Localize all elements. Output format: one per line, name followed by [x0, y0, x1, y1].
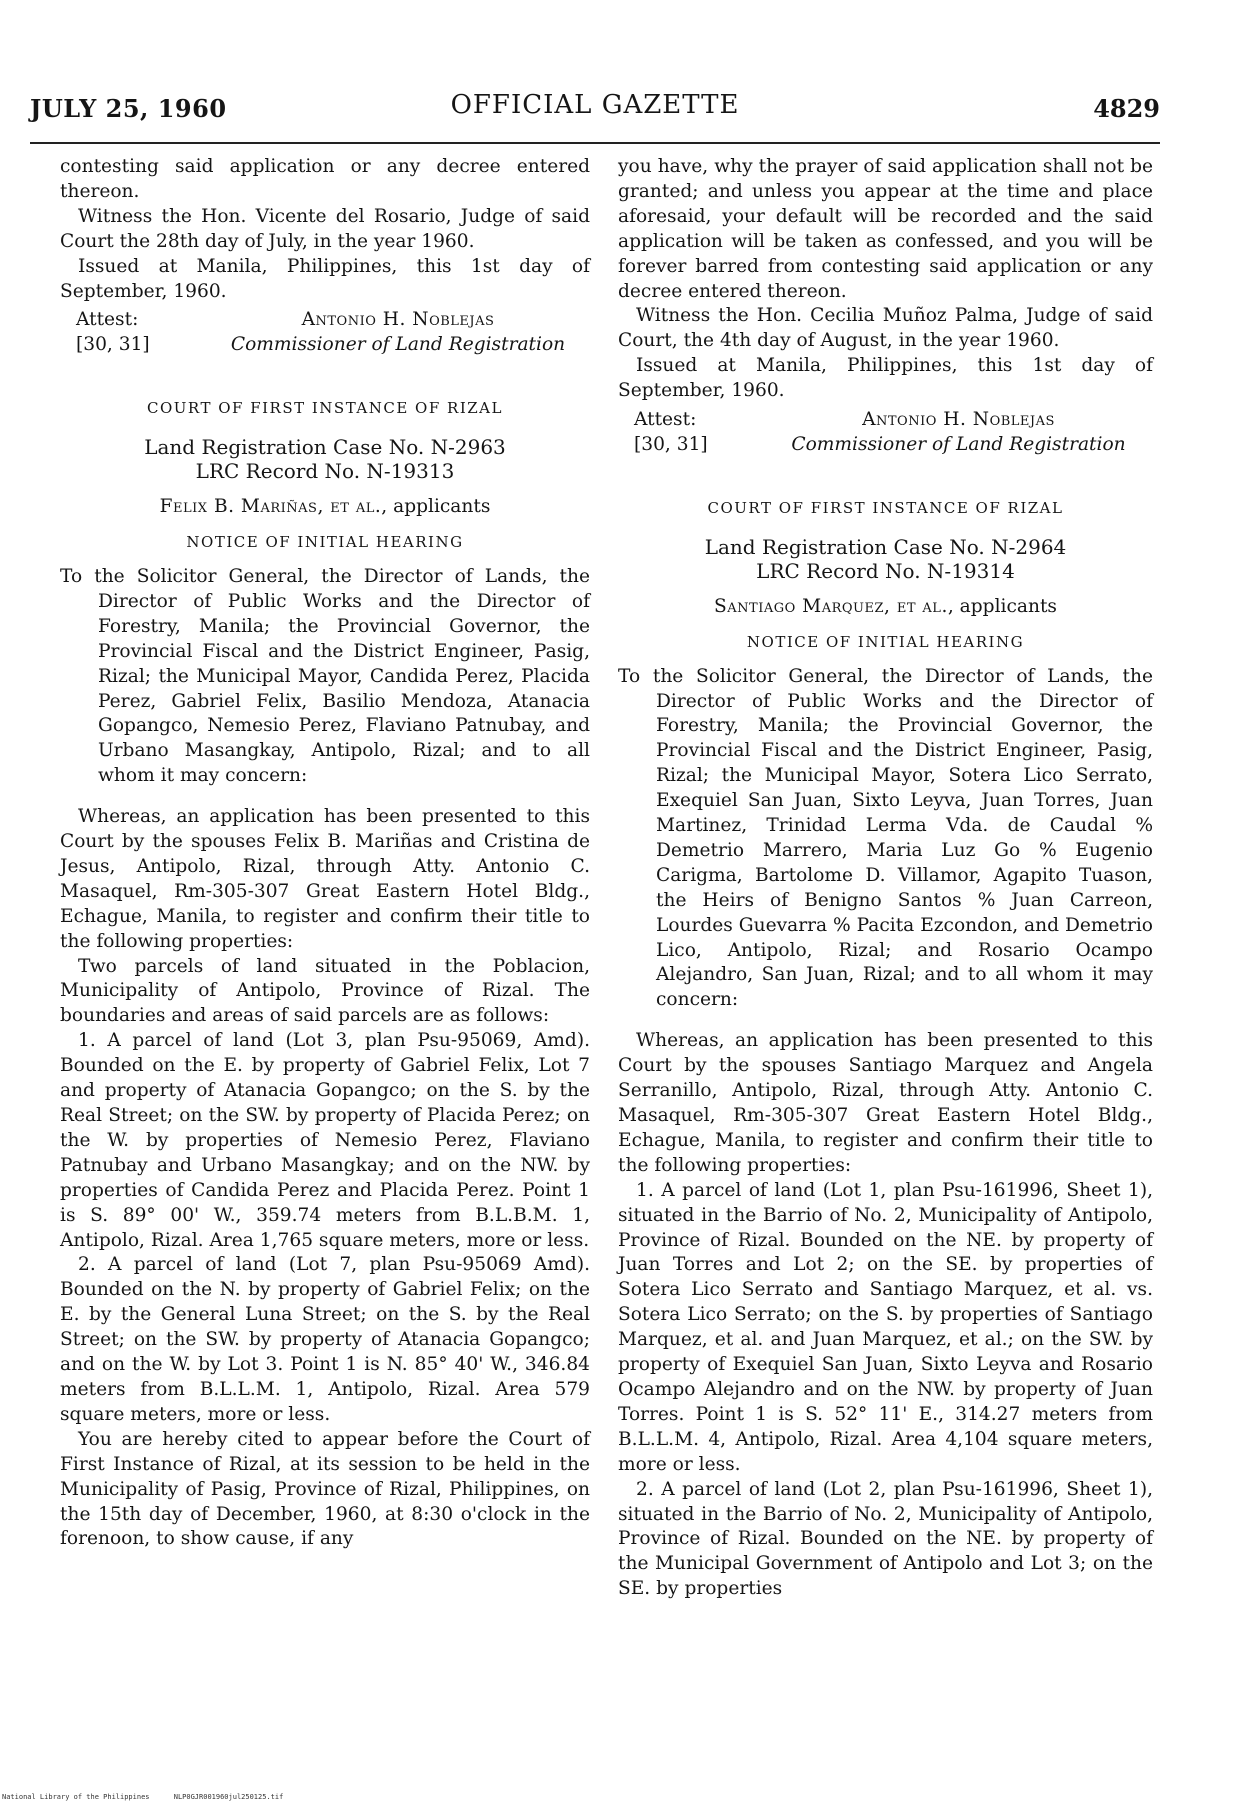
issue-date: JULY 25, 1960	[30, 94, 227, 123]
right-witness: Witness the Hon. Cecilia Muñoz Palma, Judge of said Court, the 4th day of August, in the year 1960.	[618, 305, 1153, 352]
left-two-parcels: Two parcels of land situated in the Poblacion, Municipality of Antipolo, Province of Rizal. The boundaries and areas of said parcels are as follows:	[60, 955, 590, 1027]
right-notice-heading: NOTICE OF INITIAL HEARING	[746, 632, 1025, 651]
left-continuation: contesting said application or any decree entered thereon.	[60, 156, 590, 202]
left-issued: Issued at Manila, Philippines, this 1st day of September, 1960.	[60, 255, 590, 302]
left-case-no: Land Registration Case No. N-2963	[144, 435, 506, 460]
left-addressees: To the Solicitor General, the Director of Lands, the Director of Public Works and the Director of Forestry, Manila; the Provincial Governor, the Provincial Fiscal and the District Engineer, Pasig, Rizal; the Municipal Mayor, Candida Perez, Placida Perez, Gabriel Felix, Basilio Mendoza, Atanacia Gopangco, Nemesio Perez, Flaviano Patnubay, and Urbano Masangkay, Antipolo, Rizal; and to all whom it may concern:	[60, 565, 590, 787]
left-citation: You are hereby cited to appear before the Court of First Instance of Rizal, at its session to be held in the Municipality of Pasig, Province of Rizal, Philippines, on the 15th day of December, 1960, at 8:30 o'clock in the forenoon, to show cause, if any	[60, 1428, 590, 1550]
footer-file: NLP0GJR001960jul250125.tif	[173, 1793, 284, 1801]
right-continuation: you have, why the prayer of said application shall not be granted; and unless you appear at the time and place aforesaid, your default will be recorded and the said application will be taken as confessed, and you will be forever barred from contesting said application or any decree entered thereon.	[618, 156, 1153, 302]
right-applicants	[618, 595, 1153, 620]
right-attest-row	[634, 408, 1153, 433]
attest-name: Antonio H. Noblejas	[301, 309, 495, 331]
footer-library: National Library of the Philippines	[2, 1793, 150, 1801]
header-rule	[30, 142, 1160, 144]
attest-title: Commissioner of Land Registration	[230, 334, 566, 356]
applicants-name: Felix B. Mariñas, et al.	[159, 496, 382, 518]
attest-ref: [30, 31]	[634, 433, 708, 455]
left-parcel-2: 2. A parcel of land (Lot 7, plan Psu-95069 Amd). Bounded on the N. by property of Gabriel Felix; on the E. by the General Luna Street; on the S. by the Real Street; on the SW. by property of Atanacia Gopangco; and on the W. by Lot 3. Point 1 is N. 85° 40' W., 346.84 meters from B.L.L.M. 1, Antipolo, Rizal. Area 579 square meters, more or less.	[60, 1254, 590, 1425]
left-lrc-no: LRC Record No. N-19313	[195, 459, 455, 484]
attest-name: Antonio H. Noblejas	[862, 409, 1055, 431]
left-witness: Witness the Hon. Vicente del Rosario, Judge of said Court the 28th day of July, in the year 1960.	[60, 205, 590, 252]
page-header	[30, 86, 1160, 126]
left-column	[60, 155, 590, 1552]
attest-title: Commissioner of Land Registration	[791, 433, 1126, 455]
right-attest-title-row	[634, 433, 1153, 458]
right-whereas: Whereas, an application has been presented to this Court by the spouses Santiago Marquez and Angela Serranillo, Antipolo, Rizal, through Atty. Antonio C. Masaquel, Rm-305-307 Great Eastern Hotel Bldg., Echague, Manila, to register and confirm their title to the following properties:	[618, 1030, 1153, 1176]
right-column	[618, 155, 1153, 1602]
left-attest-row	[76, 308, 590, 333]
attest-ref: [30, 31]	[76, 334, 150, 356]
right-issued: Issued at Manila, Philippines, this 1st day of September, 1960.	[618, 355, 1153, 402]
right-parcel-2: 2. A parcel of land (Lot 2, plan Psu-161996, Sheet 1), situated in the Barrio of No. 2, Municipality of Antipolo, Province of Rizal. Bounded on the NE. by property of the Municipal Government of Antipolo and Lot 3; on the SE. by properties	[618, 1478, 1153, 1600]
publication-title: OFFICIAL GAZETTE	[450, 90, 740, 120]
right-case-no: Land Registration Case No. N-2964	[704, 534, 1067, 559]
left-applicants	[60, 495, 590, 520]
left-attest-title-row	[76, 333, 590, 358]
left-court-heading: COURT OF FIRST INSTANCE OF RIZAL	[147, 399, 503, 418]
applicants-suffix: , applicants	[947, 595, 1057, 617]
right-parcel-1: 1. A parcel of land (Lot 1, plan Psu-161996, Sheet 1), situated in the Barrio of No. 2, Municipality of Antipolo, Province of Rizal. Bounded on the NE. by property of Juan Torres and Lot 2; on the SE. by properties of Sotera Lico Serrato and Santiago Marquez, et al. vs. Sotera Lico Serrato; on the S. by properties of Santiago Marquez, et al. and Juan Marquez, et al.; on the SW. by property of Exequiel San Juan, Sixto Leyva and Rosario Ocampo Alejandro and on the NW. by property of Juan Torres. Point 1 is S. 52° 11' E., 314.27 meters from B.L.L.M. 4, Antipolo, Rizal. Area 4,104 square meters, more or less.	[618, 1179, 1153, 1475]
applicants-name: Santiago Marquez, et al.	[714, 595, 948, 617]
right-lrc-no: LRC Record No. N-19314	[756, 558, 1015, 583]
right-court-heading: COURT OF FIRST INSTANCE OF RIZAL	[707, 498, 1064, 517]
scan-footer	[2, 1793, 303, 1801]
attest-label: Attest:	[76, 309, 139, 331]
page-number: 4829	[1093, 94, 1160, 123]
left-notice-heading: NOTICE OF INITIAL HEARING	[186, 533, 464, 552]
left-whereas: Whereas, an application has been presented to this Court by the spouses Felix B. Mariñas and Cristina de Jesus, Antipolo, Rizal, through Atty. Antonio C. Masaquel, Rm-305-307 Great Eastern Hotel Bldg., Echague, Manila, to register and confirm their title to the following properties:	[60, 806, 590, 952]
attest-label: Attest:	[634, 409, 697, 431]
left-parcel-1: 1. A parcel of land (Lot 3, plan Psu-95069, Amd). Bounded on the E. by property of Gabriel Felix, Lot 7 and property of Atanacia Gopangco; on the S. by the Real Street; on the SW. by property of Placida Perez; on the W. by properties of Nemesio Perez, Flaviano Patnubay and Urbano Masangkay; and on the NW. by properties of Candida Perez and Placida Perez. Point 1 is S. 89° 00' W., 359.74 meters from B.L.B.M. 1, Antipolo, Rizal. Area 1,765 square meters, more or less.	[60, 1030, 590, 1251]
applicants-suffix: , applicants	[381, 496, 491, 518]
right-addressees: To the Solicitor General, the Director of Lands, the Director of Public Works and the Director of Forestry, Manila; the Provincial Governor, the Provincial Fiscal and the District Engineer, Pasig, Rizal; the Municipal Mayor, Sotera Lico Serrato, Exequiel San Juan, Sixto Leyva, Juan Torres, Juan Martinez, Trinidad Lerma Vda. de Caudal % Demetrio Marrero, Maria Luz Go % Eugenio Carigma, Bartolome D. Villamor, Agapito Tuason, the Heirs of Benigno Santos % Juan Carreon, Lourdes Guevarra % Pacita Ezcondon, and Demetrio Lico, Antipolo, Rizal; and Rosario Ocampo Alejandro, San Juan, Rizal; and to all whom it may concern:	[618, 665, 1153, 1011]
